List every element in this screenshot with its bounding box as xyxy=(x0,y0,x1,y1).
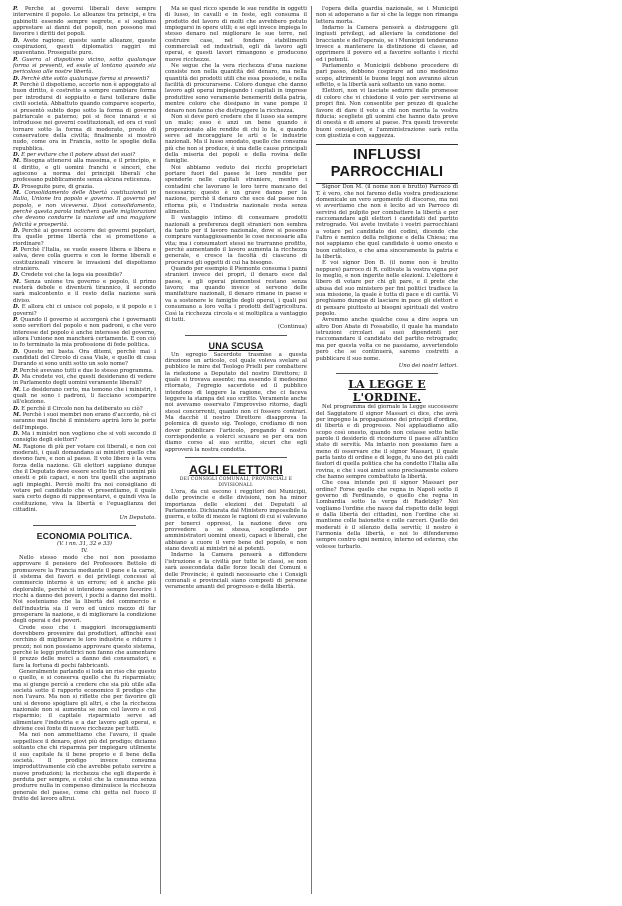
section-divider xyxy=(33,525,136,526)
legge-ordine-heading: LA LEGGE E L'ORDINE. xyxy=(348,378,426,405)
elettori-paragraph: L'ora, da cui escono i reggitori dei Municipii, delle provincie e delle divisioni, non ha minor importanza delle elezioni dei Deputati al Parlamento. Dichiarata dal Ministero impossibile la guerra, e tolte di mezzo le ragioni di cui si valevano per tenerci oppressi, la nazione deve ora provvedere a se stessa, scegliendo per amministratori uomini onesti, capaci e liberali, che abbiano a cuore il vero bene del popolo, e non siano devoti ai ministri né ai potenti. xyxy=(165,489,307,553)
section-divider xyxy=(336,373,438,374)
political-dialogue xyxy=(13,6,156,514)
influssi-signature: Uno dei nostri lettori. xyxy=(398,362,458,369)
elettori-paragraph: Elettori, non vi lasciate sedurre dalle promesse di coloro che vi chiedono il voto per servirsene ai propri fini. Non consentite per prezzo di qualche favore di dare il voto a chi non merita la vostra fiducia; scegliete gli uomini che hanno dato prove di onestà e di amore al paese. Fra questi troverete buoni consiglieri, e l'amministrazione sarà retta con giustizia e con saggezza. xyxy=(316,88,458,139)
dialog-line: P. Perchè avevano tutti e due lo stesso programma. xyxy=(13,367,154,374)
dialog-line: M. Lo desiderano certo, ma temono che i ministri, i quali ne sono i padroni, li facciano scomparire all'elezione. xyxy=(13,386,156,406)
section-divider xyxy=(185,335,287,336)
elettori-paragraph: Indarno la Camera penserà a distruggere gli ingiusti privilegi, ad alleviare la condizione del bracciante e dell'operaio, se i Municipii tenderanno invece a mantenere la distinzione di classe, ad opprimere il povero ed a favorire soltanto i ricchi ed i potenti. xyxy=(316,25,458,63)
economia-part-number: IV. xyxy=(81,547,88,554)
economia-paragraph: Ne segue che la vera ricchezza d'una nazione consiste non nella quantità del denaro, ma nella quantità dei prodotti utili che essa possiede, e nella facilità di procurarsene. Coloro dunque che danno lavoro agli operai impiegando i capitali in imprese produttive sono veramente benemeriti della patria, mentre coloro che dissipano in vane pompe il denaro non fanno che distruggere la ricchezza. xyxy=(165,63,307,114)
dialog-line: D. E per evitare che il potere abusi dei suoi? xyxy=(13,151,136,158)
influssi-paragraph: Avremmo anche qualche cosa a dire sopra un altro Don Abate di Fossatello, il quale ha mandato istruzioni circolari ai suoi dipendenti per raccomandare il candidato del partito retrogrado; ma per questa volta ce ne passiamo, avvertendolo però che se continuerà, saremo costretti a pubblicare il suo nome. xyxy=(316,317,458,362)
dialog-line: P. Quando il governo si accorgerà che i governanti sono servitori del popolo e non padroni, e che vero interesse del popolo è anche interesse del governo, allora l'unione non mancherà certamente. E con ciò io fo terminato la mia professione di fede politica. xyxy=(13,316,156,349)
dialog-line: D. Perchè ai governi occorre dei governi popolari, fra quelle prime libertà che si promettono a riordinare? xyxy=(13,228,157,247)
dialog-line: M. Senza unione tra governo e popolo, il primo resterà debole e diventerà tirannico, il secondo sarà malcontento e il resto della nazione sarà diviso. xyxy=(13,278,157,304)
elettori-paragraph: Indarno la Camera penserà a diffondere l'istruzione e la civiltà per tutte le classi, se non sarà assecondata dalle forze locali dei Comuni e delle Provincie; è quindi necessario che i Consigli comunali e provinciali siano composti di persone veramente amanti del progresso e della libertà. xyxy=(165,552,307,591)
dialog-line: D. Perchè dite sotto qualunque forma si presenti? xyxy=(13,75,150,82)
influssi-paragraph: Signor Don M. (il nome non è brutto) Parroco di T. è vero, che noi faremo della vostra predicazione domenicale un vero argomento di discorso, ma noi vi avvertiamo che non è lecito ad un Parroco di servirsi del pulpito per combattere la libertà e per raccomandare agli elettori i candidati del partito retrogrado. Voi avete invitato i vostri parrocchiani a votare pel candidato dei codini, dicendo che l'altro è nemico della religione e della Chiesa; ma noi sappiamo che quel candidato è uomo onesto e buon cattolico, e che ama sinceramente la patria e la libertà. xyxy=(316,184,458,260)
dialog-line: M. Bisogna attenersi alla massima, e il principio, e il diritto, e gli uomini franchi e sinceri, che agiscono a norma dei principii liberali che professano pubblicamente senza alcuna reticenza. xyxy=(13,158,156,184)
legge-paragraph: Che cosa intende poi il signor Massari per ordine? Forse quello che regna in Napoli sotto il governo di Ferdinando, o quello che regna in Lombardia sotto la verga di Radetzky? Noi vogliamo l'ordine che nasce dal rispetto delle leggi e dalla libertà dei cittadini, non l'ordine che si mantiene colle baionette e colle carceri. Quello dei moderati è il silenzio della servitù; il nostro è l'armonia della libertà, e noi lo difenderemo sempre contro ogni nemico, interno od esterno, che volesse turbarlo. xyxy=(316,480,458,550)
dialog-line: D. Avete ragione; queste sante alleanze, queste cospirazioni, questi diplomatici raggiri mi spaventano. Proseguite pure. xyxy=(13,37,156,57)
economia-paragraph: Il vantaggio intimo di consumare prodotti nazionali a preferenza degli stranieri non sembra da tanto per il lavoro nazionale, dove si possono comprare vantaggiosamente le cose necessarie alla vita; ma i consumatori stessi ne trarranno profitto, perchè aumentando il lavoro aumenta la ricchezza generale, e cresce la facoltà di ciascuno di procurarsi gli oggetti di cui ha bisogno. xyxy=(165,215,307,266)
dialog-line: D. E perchè il Circolo non ha deliberato su ciò? xyxy=(13,405,143,412)
dialog-line: D. E allora chi ci unisce col popolo, e il popolo e i governi? xyxy=(13,304,157,317)
dialog-line: D. Questo mi basta. Ora ditemi, perchè mai i candidati del Circolo di casa Viale, e quello di casa Durando si sono uniti sotto un solo nome? xyxy=(13,348,157,368)
agli-elettori-subheading: DEI CONSIGLI COMUNALI, PROVINCIALI E DIVISIONALI. xyxy=(179,477,293,489)
dialog-line: D. Proseguite pure, di grazia. xyxy=(13,183,94,190)
economia-paragraph: Crede esso che i maggiori incoraggiamenti dovrebbero provenire dai produttori, affinchè essi cerchino di migliorare le loro industrie e ridurre i prezzi; noi non possiamo approvare questo sistema, perchè le leggi protettrici non fanno che aumentare il prezzo delle merci a danno dei consumatori, e fare la fortuna di pochi fabbricanti. xyxy=(13,624,156,669)
dialog-line: P. Guerra al dispotismo vicino, sotto qualunque forma si presenti, ed esule al lontano quando sia pericoloso alle nostre libertà. xyxy=(13,56,156,76)
newspaper-page xyxy=(9,6,613,894)
column-2 xyxy=(160,6,311,894)
dialog-line: P. Perchè il dispotismo, accorto non è appoggiato al buon diritto, è costretto a sempre cambiare forma per introdursi di soppiatto e farsi tollerare dalle civili società. Abbattuto quando comparve scoperto, si presentò subito dopo sotto la forma di governo patriarcale e paterno; poi si fece innanzi e si introdusse nei governi costituzionali, ed ora ci vuol tornare sotto la forma di moderato, presto di conservatore della civiltà; finalmente si mostrò nudo, come ora in Francia, sotto le spoglie della repubblica. xyxy=(13,82,157,152)
dialogue-signature: Un Deputato. xyxy=(119,514,156,521)
dialog-line: M. Ragione di più per votare coi liberali, e non coi moderati, i quali domandano ai ministri quello che devono fare, e non al paese. Il voto libero è la vera forza della nazione. Gli elettori sappiano dunque che il Deputato deve essere scelto tra gli uomini più onesti e più capaci, e non tra quelli che aspirano agli impieghi. Perciò molti fra noi consigliano di votare pel candidato che vi presentiamo, il quale sarà certo degno di rappresentarvi, e quindi viva la costituzione, viva la libertà e l'eguaglianza dei cittadini. xyxy=(13,443,156,514)
economia-paragraph: Non si deve però credere che il lusso sia sempre un male; esso è anzi un bene quando è proporzionato alle rendite di chi lo fa, e quando serve ad incoraggiare le arti e le industrie nazionali. Ma il lusso smodato, quello che consuma più che non si produce, è una delle cause principali della miseria dei popoli e della rovina delle famiglie. xyxy=(165,113,307,165)
agli-elettori-heading: AGLI ELETTORI xyxy=(189,463,283,478)
economia-paragraph: Ma noi non ammettiamo che l'avaro, il quale seppellisce il denaro, giovi più del prodigo; diciamo soltanto che chi risparmia per impiegare utilmente il suo capitale fa il bene proprio e il bene della società. Il prodigo invece consuma improduttivamente ciò che avrebbe potuto servire a nuove produzioni; la ricchezza che egli disperde è perduta per sempre, e colui che la consuma senza produrre nulla in compenso diminuisce la ricchezza generale del paese, come chi getta nel fuoco il frutto del lavoro altrui. xyxy=(13,732,156,802)
dialog-line: D. Ma credete voi, che questi desiderano di vedere in Parlamento degli uomini veramente liberali? xyxy=(13,373,156,387)
legge-paragraph: Nel programma del giornale la Legge successore del Saggiatore il signor Massari ci dice, che avrà per impegno la propagazione dei principii d'ordine, di libertà e di progresso. Noi applaudiamo allo scopo così onesto, quando non celasse sotto belle parole il desiderio di ricondurre il paese all'antico stato di servitù. Ma intanto non possiamo fare a meno di osservare che il signor Massari, il quale parla tanto di ordine e di legge, fu uno dei più caldi fautori di quella politica che ha condotto l'Italia alla rovina, e che i suoi amici sono precisamente coloro che hanno sempre combattuto la libertà. xyxy=(316,404,458,480)
dialog-line: M. Consolidamento delle libertà costituzionali in Italia, Unione tra popolo e governo. Il governo pel popolo, e non viceversa. Dissi consolidamento, perchè questa parola indicherà quelle migliorazioni che devono condurre la nazione ad una maggiore felicità e prosperità. xyxy=(13,189,156,228)
economia-paragraph: Nello stesso modo che noi non possiamo approvare il pensiero del Professore Bettolo di promuovere la Francia mediante il pane e la carne, il sistema dei favori e dei privilegi concessi al commercio interno è un errore; ed è anche più deplorabile, perchè si intendono sempre favorire i ricchi a danno dei poveri, i pochi a danno dei molti. Noi sosteniamo che la libertà del commercio e dell'industria sia il vero ed unico mezzo di far prosperare la nazione, e di migliorare la condizione degli operai e dei poveri. xyxy=(13,554,156,625)
section-divider xyxy=(185,457,287,458)
column-3 xyxy=(311,6,462,894)
scusa-paragraph: Un egregio Sacerdote trasmise a questa direzione un articolo, col quale voleva svelare al pubblico le mire del Teologo Prielli per combattere la rielezione a Deputato del nostro Direttore; il quale si trovava assente; ma essendo il medesimo ritornato, l'egregio sacerdote ed il pubblico intendono di leggere la ragione, che ci faceva leggere la stampa del suo scritto. Veramente anche noi avevamo osservato l'improvviso ritorno, dagli stessi concorrenti, quanto non ci fossero contrari. Ma dacchè il nostro Direttore disapprova la polemica di questo sig. Teologo, crediamo di non dover pubblicare l'articolo, pregando il nostro corrispondente a volerci scusare se per ora non diamo corso al suo scritto, sicuri che egli approverà la nostra condotta. xyxy=(165,351,307,453)
economia-paragraph: Generalmente parlando si loda un riso che questo o quello, e si conserva quello che fu risparmiato; ma si giunge perciò a credere che sia più utile alla società sotto il rapporto economico il prodigo che non l'avaro. Ma non si riflette che per favorire gli uni si devono spogliare gli altri, e che la ricchezza nazionale non si aumenta se non col lavoro e col risparmio; il capitale risparmiato serve ad alimentare l'industria e a dar lavoro agli operai, e diviene così fonte di nuove ricchezze per tutti. xyxy=(13,669,156,733)
elettori-paragraph: Parlamento e Municipii debbono procedere di pari passo, debbono cospirare ad uno medesimo scopo, altrimenti le buone leggi non avranno alcun effetto, e la libertà sarà soltanto un vano nome. xyxy=(316,63,458,89)
dialog-line: D. Credete voi che la lega sia possibile? xyxy=(13,272,123,279)
elettori-paragraph: l'opera della guardia nazionale, se i Municipii non si adoperano a far sì che la legge non rimanga lettera morta. xyxy=(316,6,458,25)
dialog-line: P. Perchè l'Italia, se vuole essere libera e libera e salva, deve colla guerra e con le forme liberali e costituzionali vincere le invasioni del dispotismo straniero. xyxy=(13,247,156,273)
dialog-line: M. Perchè i suoi membri non erano d'accordo, nè ci saranno mai finchè il ministero aprirà loro le porte dell'impiego. xyxy=(13,412,156,431)
dialog-line: P. Perchè ai governi liberali deve sempre intervenire il popolo. Le alleanze tra principi, e tra gabinetti essendo sempre segrete, e si sogliono apprestare ai danni dei popoli, non possono mai favorire i diritti dei popoli. xyxy=(13,6,156,38)
economia-paragraph: Ma se quel ricco spende le sue rendite in oggetti di lusso, in cavalli e in feste, egli consuma il prodotto del lavoro di molti che avrebbero potuto impiegarsi in opere utili; e se egli invece impiega lo stesso denaro nel migliorare le sue terre, nel costruire case, nel fondare stabilimenti commerciali ed industriali, egli dà lavoro agli operai, e questi lavori rimangono e producono nuove ricchezze. xyxy=(165,6,307,63)
economia-reference: (V. i nn. 31, 32 e 33) xyxy=(56,540,112,547)
economia-paragraph: Quando per esempio il Piemonte consuma i panni stranieri invece dei propri, il denaro esce dal paese, e gli operai piemontesi restano senza lavoro; ma quando invece si servono delle manifatture nazionali, il denaro rimane in paese e va a sostenere le famiglie degli operai, i quali poi consumano a loro volta i prodotti dell'agricoltura. Così la ricchezza circola e si moltiplica a vantaggio di tutti. xyxy=(165,266,307,323)
continua-note: (Continua) xyxy=(277,324,307,331)
influssi-paragraph: E voi signor Don B. (il nome non è brutto neppure) parroco di R. coltivate la vostra vigna per lo meglio, e non ingerite nelle elezioni. L'elettore è libero di votare per chi gli pare, e il prete che abusa del suo ministero per fini politici tradisce la sua missione, la quale è tutta di pace e di carità. Vi preghiamo dunque di lasciare in pace gli elettori e di pensare piuttosto ai bisogni spirituali del vostro popolo. xyxy=(316,260,458,318)
una-scusa-heading: UNA SCUSA xyxy=(208,340,264,351)
economia-politica-heading: ECONOMIA POLITICA. xyxy=(36,530,133,541)
economia-paragraph: Noi abbiamo veduto dei ricchi proprietari portare fuori del paese le loro rendite per spenderle nelle capitali straniere, mentre i contadini che lavorano le loro terre mancano del necessario; questo è un grave danno per la nazione, perchè il denaro che esce dal paese non ritorna più, e l'industria nazionale resta senza alimento. xyxy=(165,164,307,215)
dialog-line: D. Ma i ministri non vogliono che si voti secondo il consiglio degli elettori? xyxy=(13,431,156,444)
column-1 xyxy=(9,6,160,894)
influssi-parrocchiali-heading: INFLUSSI PARROCCHIALI xyxy=(316,144,458,184)
